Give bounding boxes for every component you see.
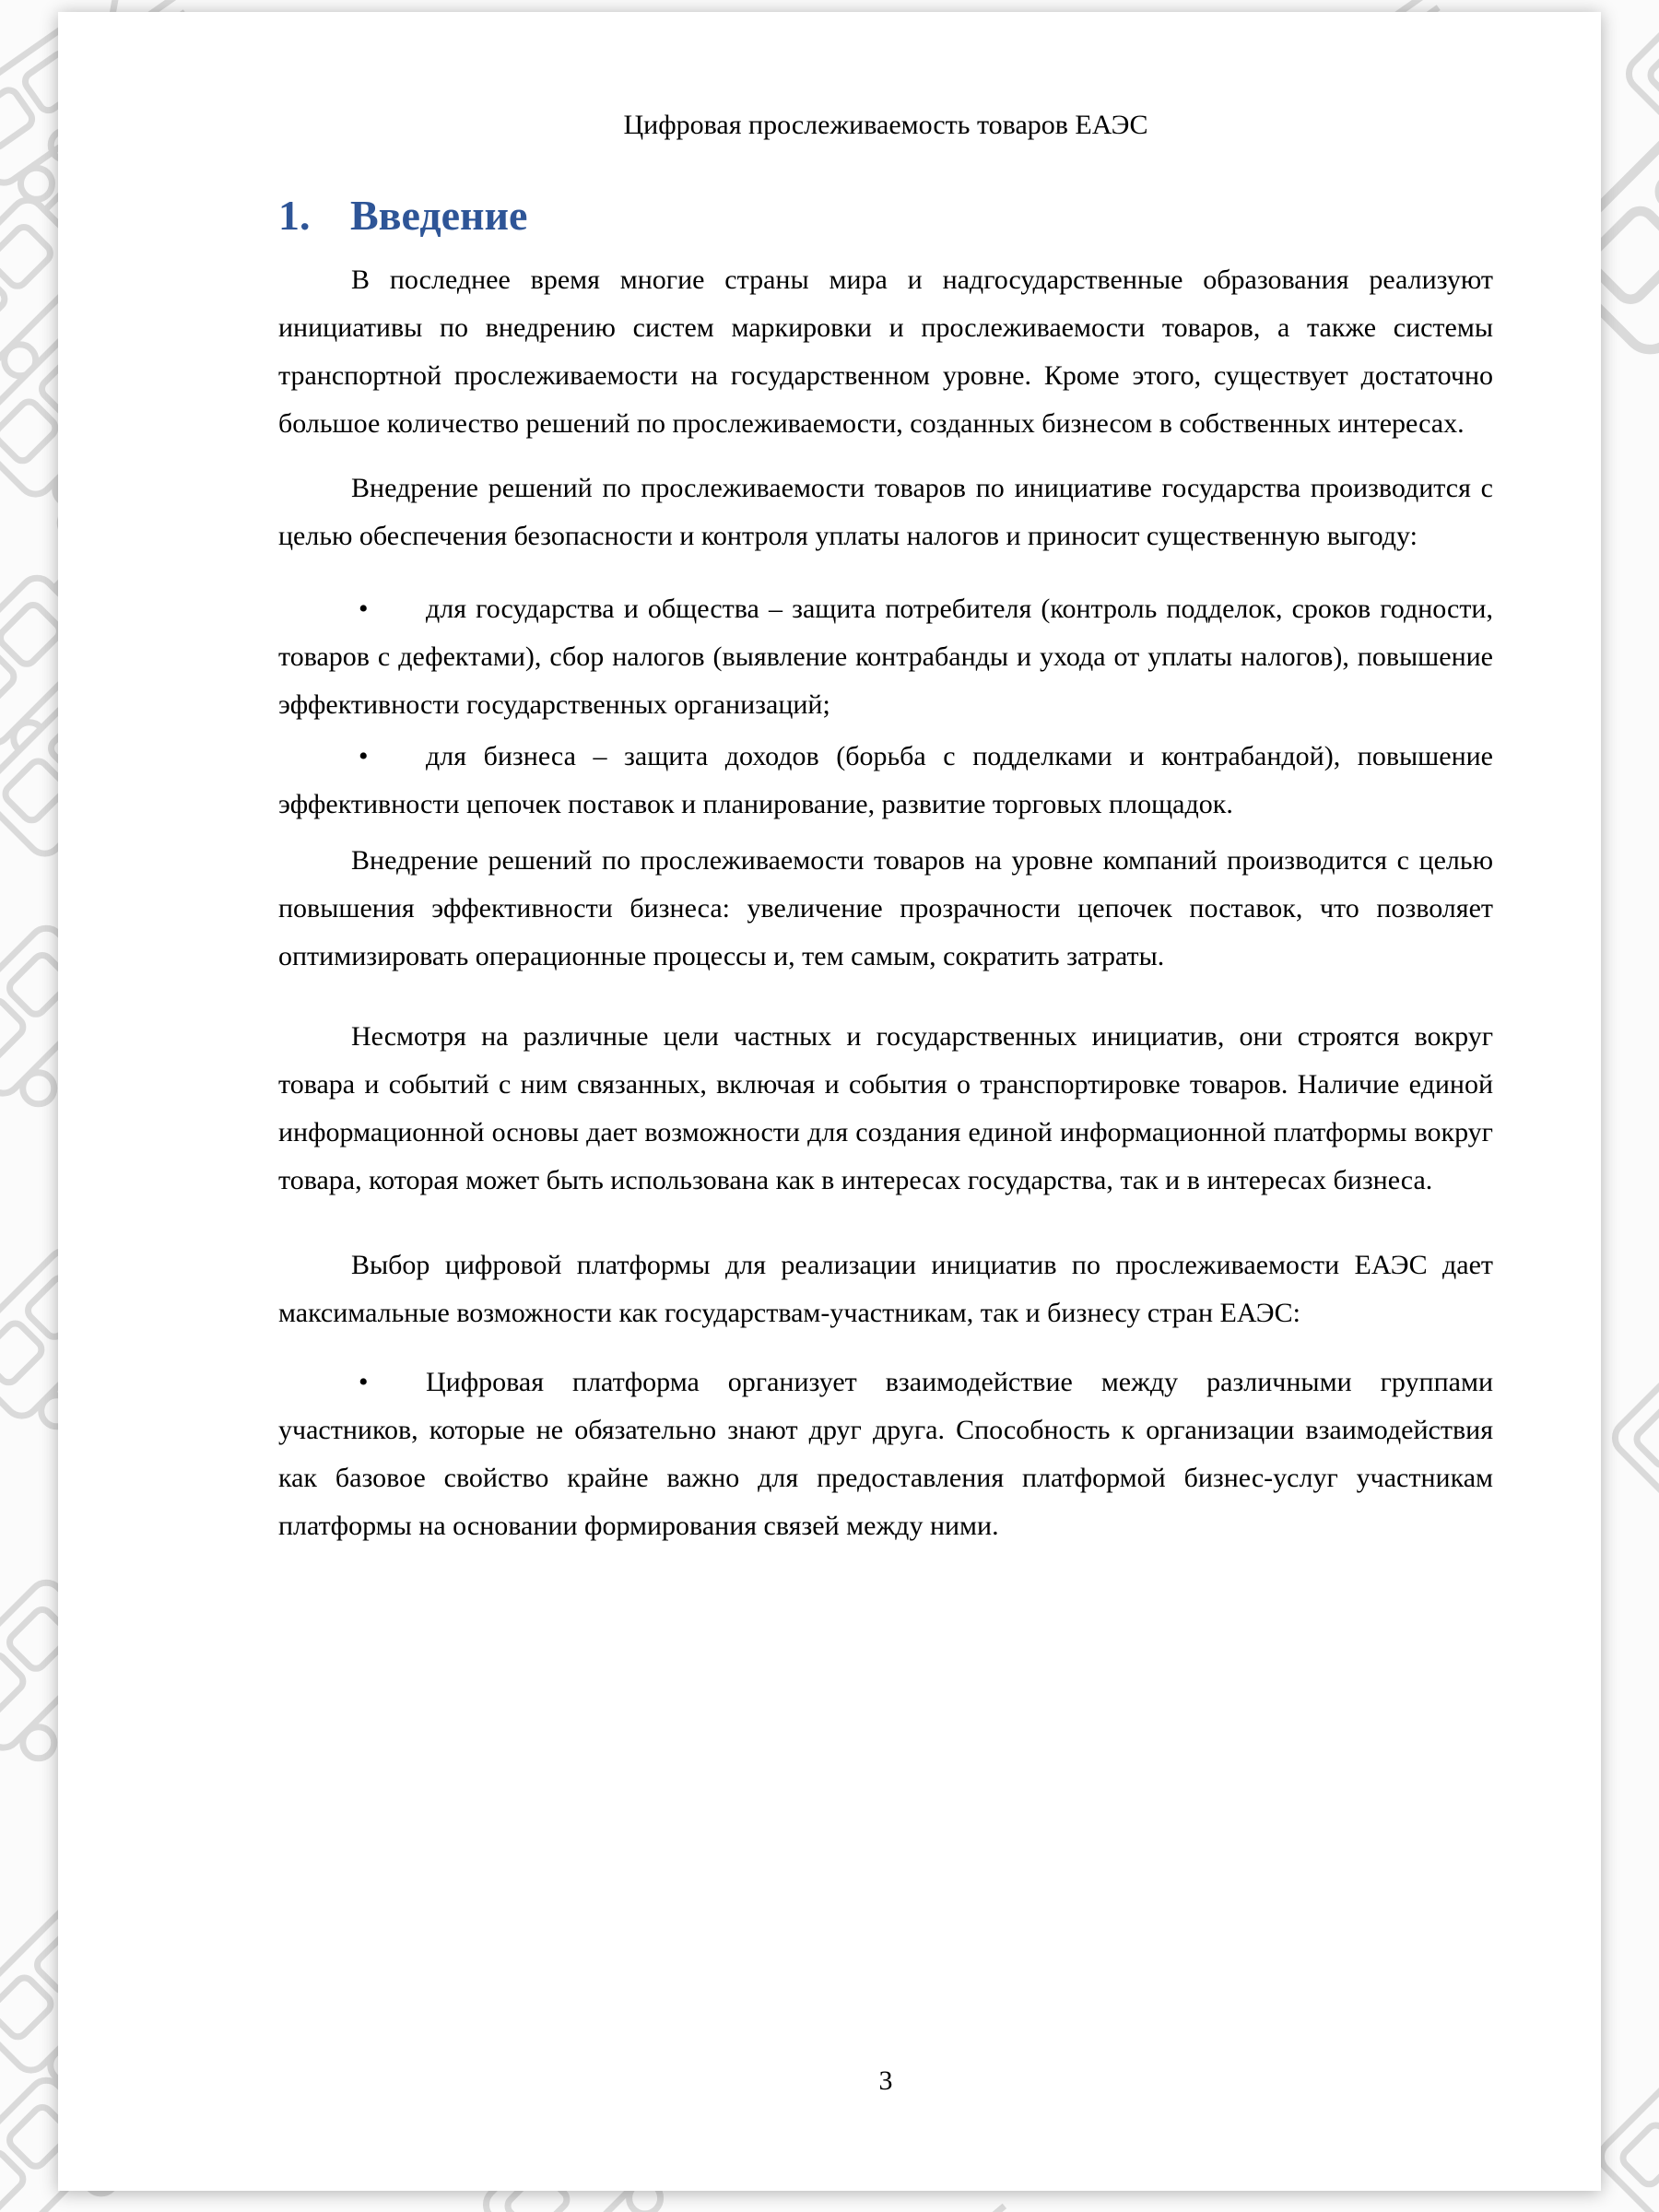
page-number: 3 bbox=[878, 2065, 893, 2096]
paragraph: Внедрение решений по прослеживаемости товаров по инициативе государства производится с целью обеспечения безопасности и контроля уплаты налогов и приносит существенную выгоду: bbox=[278, 473, 1493, 551]
running-header: Цифровая прослеживаемость товаров ЕАЭС bbox=[623, 110, 1148, 140]
paragraph: В последнее время многие страны мира и надгосударственные образования реализуют инициативы по внедрению систем маркировки и прослеживаемости товаров, а также системы транспортной прослеживаемости на государственном уровне. Кроме этого, существует достаточно большое количество решений по прослеживаемости, созданных бизнесом в собственных интересах. bbox=[278, 265, 1493, 439]
section-title: Введение bbox=[350, 192, 528, 239]
section-number: 1. bbox=[278, 192, 311, 239]
bullet-item: • для государства и общества – защита потребителя (контроль подделок, сроков годности, товаров с дефектами), сбор налогов (выявление контрабанды и ухода от уплаты налогов), повышение эффективности государственных организаций; bbox=[278, 585, 1493, 729]
bullet-marker-icon: • bbox=[359, 1367, 369, 1397]
paragraph: Несмотря на различные цели частных и государственных инициатив, они строятся вокруг товара и событий с ним связанных, включая и события о транспортировке товаров. Наличие единой информационной основы дает возможности для создания единой информационной платформы вокруг товара, которая может быть использована как в интересах государства, так и в интересах бизнеса. bbox=[278, 1021, 1493, 1195]
section-heading bbox=[278, 188, 1493, 243]
bullet-item: • для бизнеса – защита доходов (борьба с подделками и контрабандой), повышение эффективности цепочек поставок и планирование, развитие торговых площадок. bbox=[278, 733, 1493, 829]
bullet-marker-icon: • bbox=[359, 594, 369, 624]
paragraph: Выбор цифровой платформы для реализации инициатив по прослеживаемости ЕАЭС дает максимальные возможности как государствам-участникам, так и бизнесу стран ЕАЭС: bbox=[278, 1250, 1493, 1328]
paragraph: Внедрение решений по прослеживаемости товаров на уровне компаний производится с целью повышения эффективности бизнеса: увеличение прозрачности цепочек поставок, что позволяет оптимизировать операционные процессы и, тем самым, сократить затраты. bbox=[278, 845, 1493, 971]
bullet-marker-icon: • bbox=[359, 741, 369, 771]
bullet-item: • Цифровая платформа организует взаимодействие между различными группами участников, которые не обязательно знают друг друга. Способность к организации взаимодействия как базовое свойство крайне важно для предоставления платформой бизнес-услуг участникам платформы на основании формирования связей между ними. bbox=[278, 1359, 1493, 1550]
document-body bbox=[278, 256, 1493, 1550]
document-page bbox=[58, 12, 1601, 2191]
